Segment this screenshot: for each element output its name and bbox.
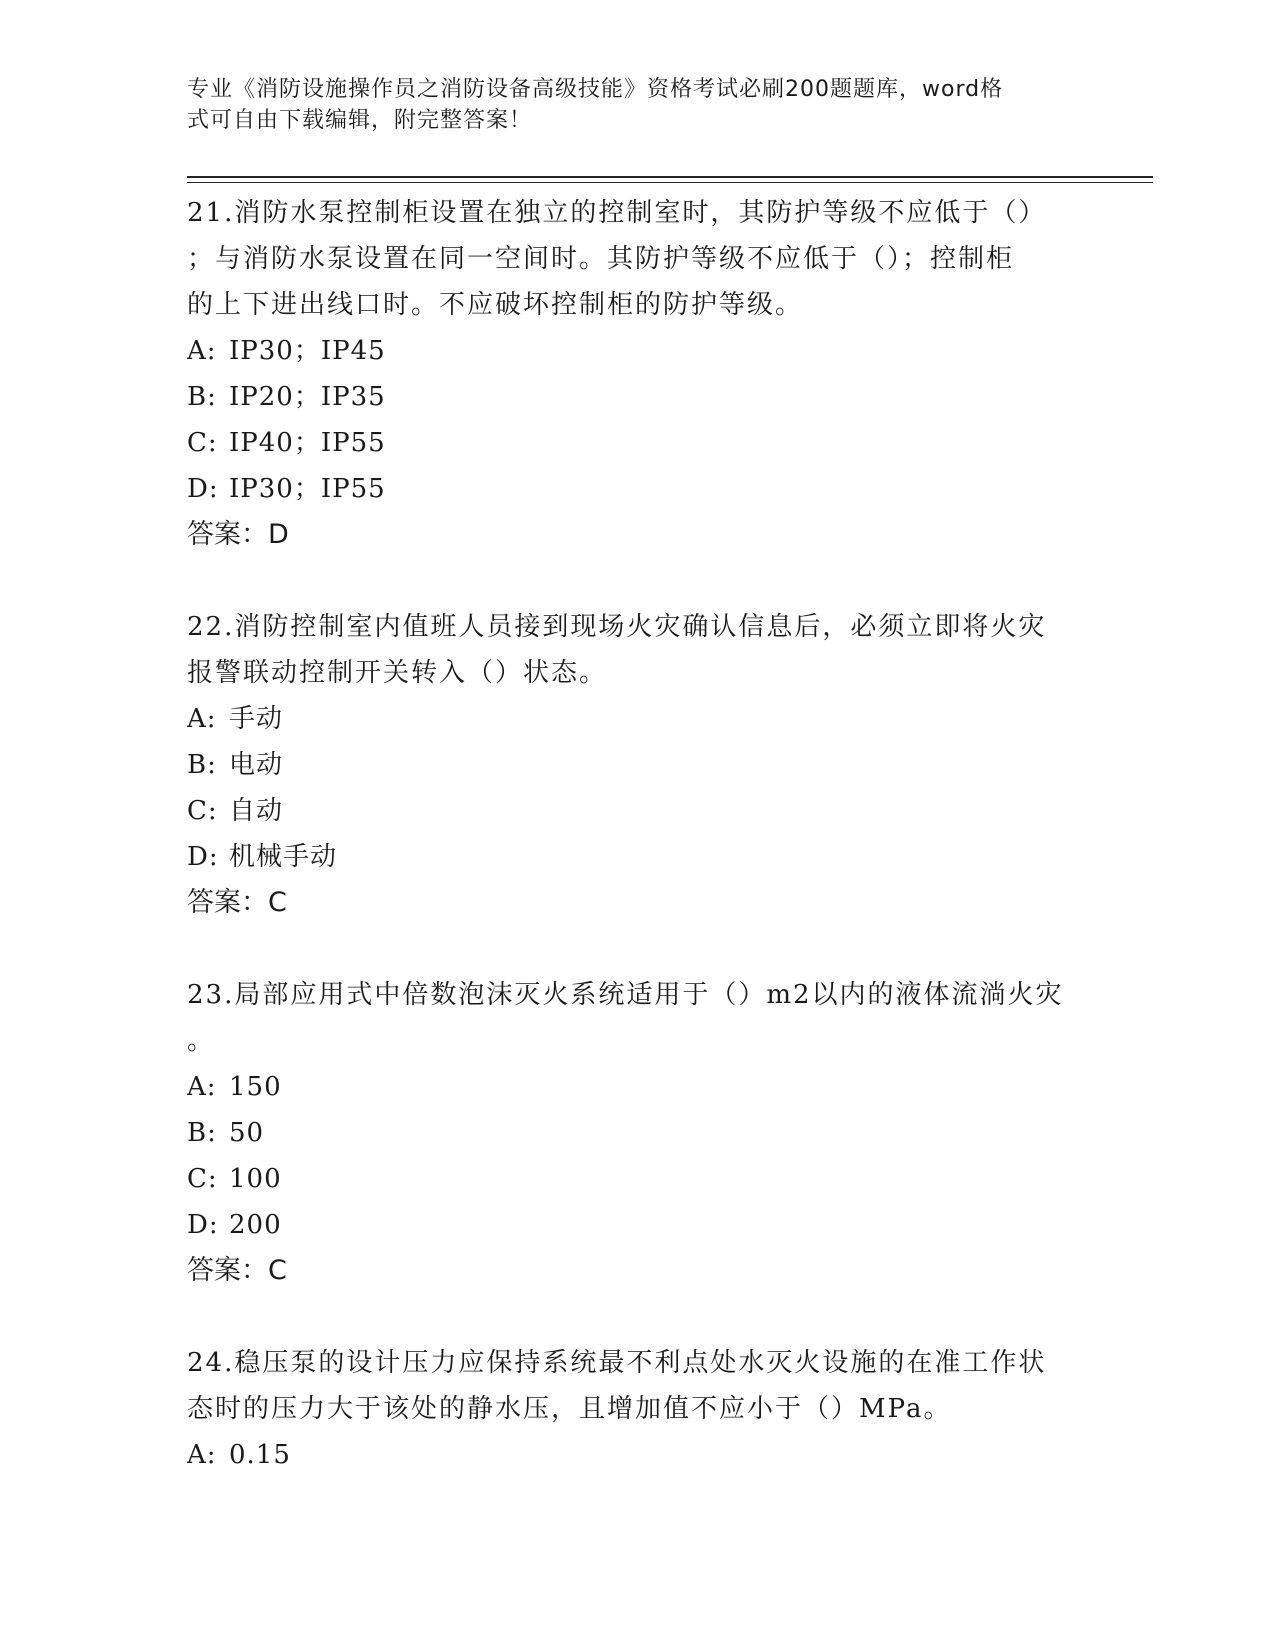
option-text: 机械手动	[229, 842, 338, 872]
option-text: 100	[229, 1164, 282, 1194]
question-23-text	[187, 972, 1087, 1064]
answer-label: 答案：C	[187, 887, 287, 918]
option-letter: B:	[187, 382, 217, 412]
question-23	[187, 972, 1087, 1294]
option-text: 电动	[229, 750, 284, 780]
option-text: IP40；IP55	[229, 428, 386, 458]
question-21-text	[187, 190, 1087, 328]
question-text-line: 21.消防水泵控制柜设置在独立的控制室时，其防护等级不应低于（）	[187, 198, 1047, 228]
question-text-line: 的上下进出线口时。不应破坏控制柜的防护等级。	[187, 290, 804, 320]
option-text: 手动	[229, 704, 284, 734]
option-text: 自动	[229, 796, 284, 826]
question-22	[187, 604, 1087, 926]
option-text: IP30；IP55	[229, 474, 386, 504]
header-divider-thin	[187, 182, 1153, 183]
header-line-1: 专业《消防设施操作员之消防设备高级技能》资格考试必刷200题题库，word格	[187, 77, 1004, 102]
option-letter: C:	[187, 796, 218, 826]
question-text-line: 22.消防控制室内值班人员接到现场火灾确认信息后，必须立即将火灾	[187, 612, 1047, 642]
question-spacer	[187, 1294, 1087, 1340]
option-d	[187, 466, 1087, 512]
option-letter: A:	[187, 336, 217, 366]
option-letter: D:	[187, 1210, 219, 1240]
option-letter: B:	[187, 750, 217, 780]
option-letter: B:	[187, 1118, 217, 1148]
option-letter: C:	[187, 428, 218, 458]
option-c	[187, 788, 1087, 834]
question-spacer	[187, 926, 1087, 972]
question-24-text	[187, 1340, 1087, 1432]
question-21	[187, 190, 1087, 558]
option-c	[187, 1156, 1087, 1202]
question-list	[187, 190, 1087, 1478]
option-b	[187, 742, 1087, 788]
option-c	[187, 420, 1087, 466]
option-a	[187, 328, 1087, 374]
option-text: 50	[229, 1118, 265, 1148]
option-letter: C:	[187, 1164, 218, 1194]
document-header	[187, 74, 1067, 136]
question-text-line: 报警联动控制开关转入（）状态。	[187, 658, 608, 688]
question-text-line: 24.稳压泵的设计压力应保持系统最不利点处水灭火设施的在准工作状	[187, 1348, 1047, 1378]
option-b	[187, 374, 1087, 420]
header-line-2: 式可自由下载编辑，附完整答案！	[187, 108, 533, 133]
option-text: 0.15	[229, 1440, 291, 1470]
option-text: IP20；IP35	[229, 382, 386, 412]
option-text: 200	[229, 1210, 282, 1240]
question-24	[187, 1340, 1087, 1478]
option-a	[187, 696, 1087, 742]
option-letter: A:	[187, 704, 217, 734]
answer-label: 答案：C	[187, 1255, 287, 1286]
question-text-line: 。	[187, 1026, 216, 1056]
question-22-text	[187, 604, 1087, 696]
option-letter: D:	[187, 842, 219, 872]
answer-label: 答案：D	[187, 519, 289, 550]
option-letter: A:	[187, 1072, 217, 1102]
header-divider-thick	[187, 176, 1153, 178]
option-a	[187, 1064, 1087, 1110]
question-text-line: 23.局部应用式中倍数泡沫灭火系统适用于（）m2以内的液体流淌火灾	[187, 980, 1064, 1010]
option-b	[187, 1110, 1087, 1156]
option-letter: D:	[187, 474, 219, 504]
option-letter: A:	[187, 1440, 217, 1470]
option-d	[187, 834, 1087, 880]
option-d	[187, 1202, 1087, 1248]
option-text: 150	[229, 1072, 282, 1102]
option-a	[187, 1432, 1087, 1478]
option-text: IP30；IP45	[229, 336, 386, 366]
question-text-line: ；与消防水泵设置在同一空间时。其防护等级不应低于（）；控制柜	[187, 244, 1015, 274]
question-spacer	[187, 558, 1087, 604]
question-text-line: 态时的压力大于该处的静水压，且增加值不应小于（）MPa。	[187, 1394, 952, 1424]
